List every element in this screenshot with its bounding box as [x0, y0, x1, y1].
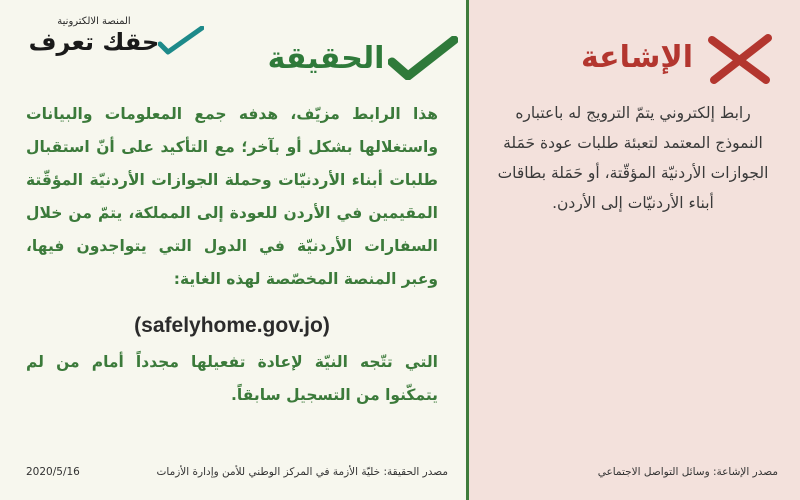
fact-body-text: هذا الرابط مزيّف، هدفه جمع المعلومات والبيانات واستغلالها بشكل أو بآخر؛ مع التأكيد على أنّ استقبال طلبات أبناء الأردنيّات وحملة الجوازات الأردنيّة المؤقّتة المقيمين في الأردن للعودة إلى المملكة، يتمّ من خلال السفارات الأردنيّة في الدول التي يتواجدون فيها، وعبر المنصة المخصّصة لهذه الغاية: — [26, 105, 438, 288]
fact-title: الحقيقة — [267, 41, 385, 76]
check-icon — [388, 36, 458, 80]
rumor-title: الإشاعة — [580, 40, 694, 75]
site-logo[interactable] — [18, 16, 198, 56]
x-icon — [704, 34, 776, 84]
fact-date: 2020/5/16 — [26, 466, 80, 478]
logo-check-icon — [158, 26, 204, 56]
rumor-source: مصدر الإشاعة: وسائل التواصل الاجتماعي — [597, 466, 778, 478]
fact-url-link[interactable]: (safelyhome.gov.jo) — [134, 314, 330, 337]
fact-follow-text: التي تتّجه النيّة لإعادة تفعيلها مجدداً أمام من لم يتمكّنوا من التسجيل سابقاً. — [26, 353, 438, 404]
rumor-body-text: رابط إلكتروني يتمّ الترويج له باعتباره النموذج المعتمد لتعبئة طلبات عودة حَمَلة الجوازات الأردنيّة المؤقّتة، أو حَمَلة بطاقات أبناء الأردنيّات إلى الأردن. — [497, 104, 769, 212]
logo-subtitle: المنصة الالكترونية — [57, 16, 131, 27]
fact-source: مصدر الحقيقة: خليّة الأزمة في المركز الوطني للأمن وإدارة الأزمات — [156, 466, 448, 478]
logo-name: حقك تعرف — [28, 28, 160, 56]
